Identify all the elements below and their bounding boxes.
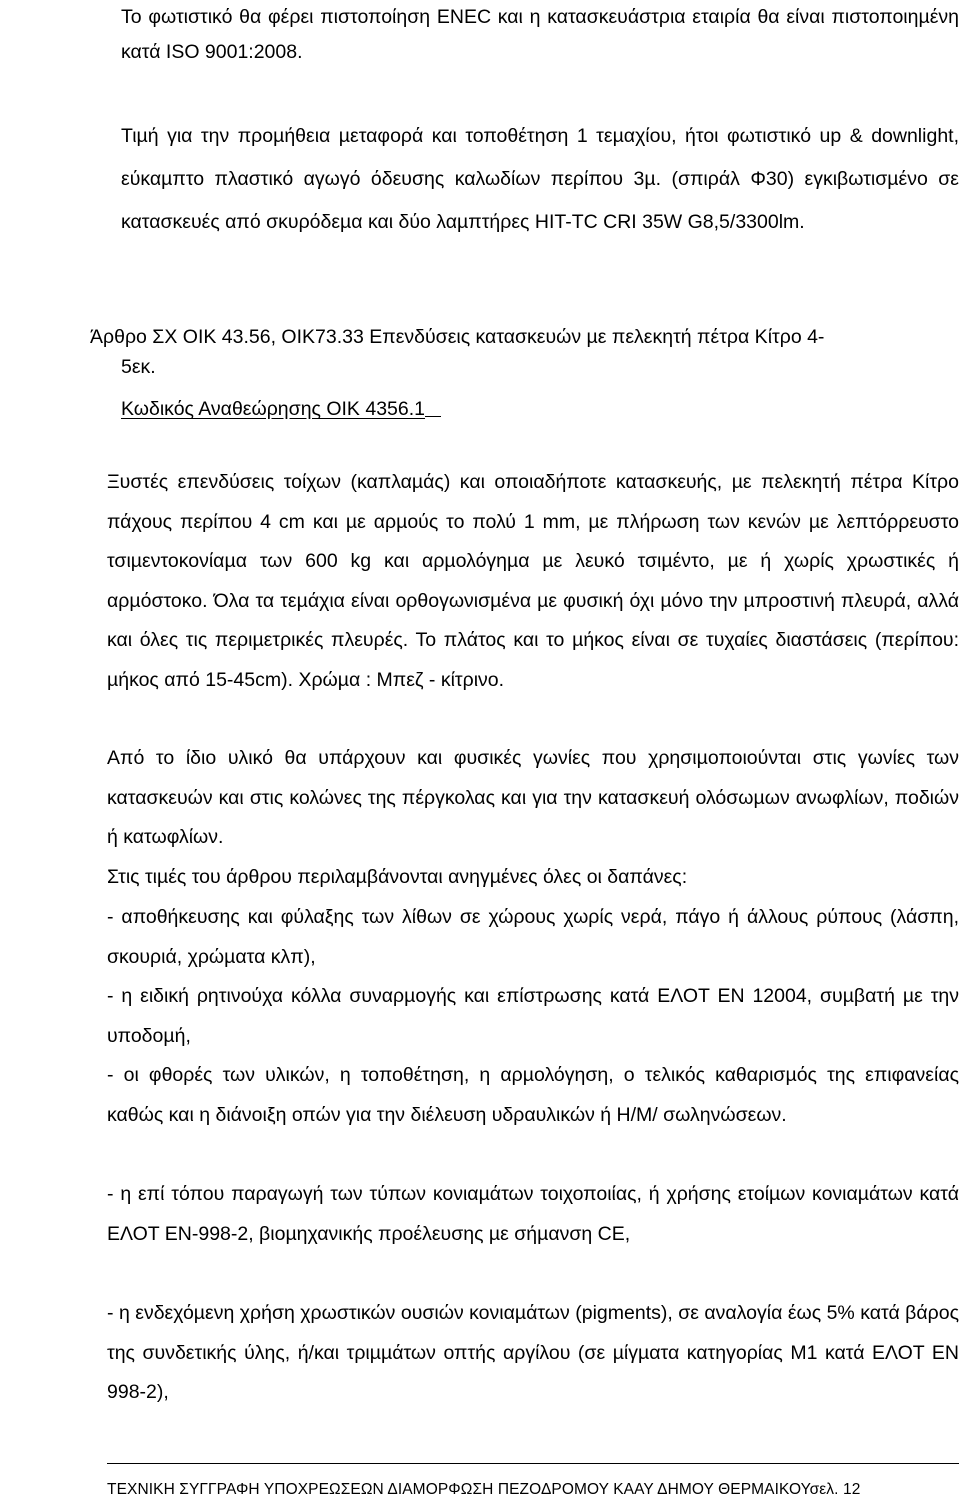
revision-code-text: Κωδικός Αναθεώρησης ΟΙΚ 4356.1: [121, 398, 426, 420]
article-title-line-1: Άρθρο ΣΧ ΟΙΚ 43.56, ΟΙΚ73.33 Επενδύσεις κατασκευών µε πελεκητή πέτρα Κίτρο 4-: [90, 326, 825, 348]
cost-item: - η ειδική ρητινούχα κόλλα συναρµογής και επίστρωσης κατά ΕΛΟΤ ΕΝ 12004, συµβατή µε την υποδοµή,: [107, 985, 959, 1047]
footer-rule: [107, 1463, 959, 1464]
article-title-line-2: 5εκ.: [121, 356, 156, 378]
cost-item: - η ενδεχόµενη χρήση χρωστικών ουσιών κονιαµάτων (pigments), σε αναλογία έως 5% κατά βάρος της συνδετικής ύλης, ή/και τριµµάτων οπτής αργίλου (σε µίγµατα κατηγορίας Μ1 κατά ΕΛΟΤ ΕΝ 998-2),: [107, 1302, 959, 1403]
cost-item: - οι φθορές των υλικών, η τοποθέτηση, η αρµολόγηση, ο τελικός καθαρισµός της επιφανείας καθώς και η διάνοιξη οπών για την διέλευση υδραυλικών ή Η/Μ/ σωληνώσεων.: [107, 1064, 959, 1126]
price-paragraph: Τιµή για την προµήθεια µεταφορά και τοποθέτηση 1 τεµαχίου, ήτοι φωτιστικό up & downlight, εύκαµπτο πλαστικό αγωγό όδευσης καλωδίων περίπου 3µ. (σπιράλ Φ30) εγκιβωτισµένο σε κατασκευές από σκυρόδεµα και δύο λαµπτήρες HIT-TC CRI 35W G8,5/3300lm.: [121, 125, 959, 233]
revision-code: [121, 394, 441, 424]
costs-intro: Στις τιµές του άρθρου περιλαµβάνονται ανηγµένες όλες οι δαπάνες:: [107, 866, 688, 888]
article-heading: [90, 322, 930, 382]
underline-tail: [425, 394, 441, 417]
corners-paragraph: Από το ίδιο υλικό θα υπάρχουν και φυσικές γωνίες που χρησιµοποιούνται στις γωνίες των κατασκευών και στις κολώνες της πέργκολας και για την κατασκευή ολόσωµων ανωφλίων, ποδιών ή κατωφλίων.: [107, 747, 959, 848]
cost-item: - η επί τόπου παραγωγή των τύπων κονιαµάτων τοιχοποιίας, ή χρήσης ετοίµων κονιαµάτων κατά ΕΛΟΤ ΕΝ-998-2, βιοµηχανικής προέλευσης µε σήµανση CE,: [107, 1183, 959, 1245]
enec-paragraph: Το φωτιστικό θα φέρει πιστοποίηση ENEC και η κατασκευάστρια εταιρία θα είναι πιστοποιηµένη κατά ISO 9001:2008.: [121, 6, 959, 63]
description-paragraph: Ξυστές επενδύσεις τοίχων (καπλαµάς) και οποιαδήποτε κατασκευής, µε πελεκητή πέτρα Κίτρο πάχους περίπου 4 cm και µε αρµούς το πολύ 1 mm, µε πλήρωση των κενών µε λεπτόρρευστο τσιµεντοκονίαµα των 600 kg και αρµολόγηµα µε λευκό τσιµέντο, µε ή χωρίς χρωστικές ή αρµόστοκο. Όλα τα τεµάχια είναι ορθογωνισµένα µε φυσική όχι µόνο την µπροστινή πλευρά, αλλά και όλες τις περιµετρικές πλευρές. Το πλάτος και το µήκος είναι σε τυχαίες διαστάσεις (περίπου: µήκος από 15-45cm). Χρώµα : Μπεζ - κίτρινο.: [107, 471, 959, 691]
page-footer: ΤΕΧΝΙΚΗ ΣΥΓΓΡΑΦΗ ΥΠΟΧΡΕΩΣΕΩΝ ΔΙΑΜΟΡΦΩΣΗ ΠΕΖΟΔΡΟΜΟΥ ΚΑΑΥ ΔΗΜΟΥ ΘΕΡΜΑΙΚΟΥσελ. 12: [107, 1481, 861, 1498]
cost-item: - αποθήκευσης και φύλαξης των λίθων σε χώρους χωρίς νερά, πάγο ή άλλους ρύπους (λάσπη, σκουριά, χρώµατα κλπ),: [107, 906, 959, 968]
